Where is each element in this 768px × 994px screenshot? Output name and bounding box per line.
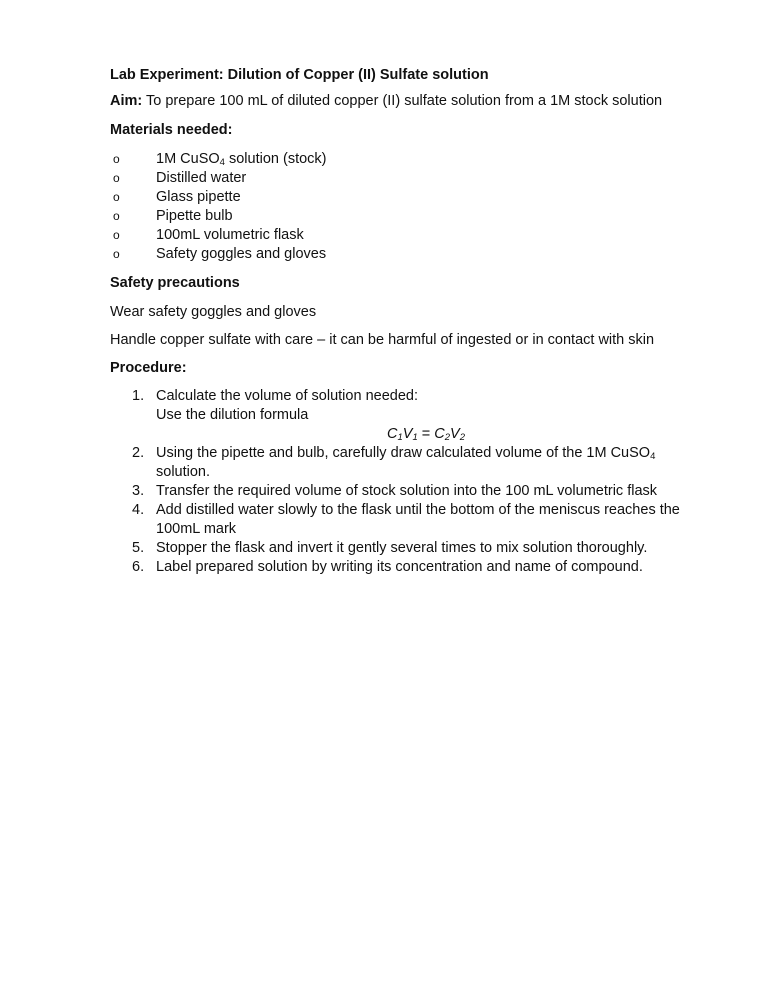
bullet-icon: o — [113, 209, 120, 223]
safety-heading: Safety precautions — [110, 275, 240, 291]
list-item: 100mL volumetric flask — [156, 227, 304, 243]
list-item: Distilled water — [156, 170, 247, 186]
bullet-icon: o — [113, 247, 120, 261]
dilution-formula: $C_1V_1 = C_2V_2$ — [386, 426, 466, 443]
aim-label: Aim: — [110, 93, 143, 109]
step-text: Using the pipette and bulb, carefully draw calculated volume of the 1M CuSO$_4$ solution. — [156, 445, 656, 480]
bullet-icon: o — [113, 228, 120, 242]
safety-line: Wear safety goggles and gloves — [110, 304, 317, 320]
step-text: Transfer the required volume of stock solution into the 100 mL volumetric flask — [156, 483, 658, 499]
list-item: Glass pipette — [156, 189, 241, 205]
step-number: 3. — [132, 483, 145, 499]
step-text: Stopper the flask and invert it gently several times to mix solution thoroughly. — [156, 540, 648, 556]
bullet-icon: o — [113, 171, 120, 185]
step-number: 6. — [132, 559, 145, 575]
aim-text: To prepare 100 mL of diluted copper (II) sulfate solution from a 1M stock solution — [142, 93, 663, 109]
step-number: 2. — [132, 445, 145, 461]
document-title: Lab Experiment: Dilution of Copper (II) Sulfate solution — [110, 67, 489, 83]
step-number: 1. — [132, 388, 145, 404]
materials-heading: Materials needed: — [110, 122, 233, 138]
procedure-heading: Procedure: — [110, 360, 187, 376]
step-number: 5. — [132, 540, 145, 556]
list-item: Safety goggles and gloves — [156, 246, 327, 262]
step-number: 4. — [132, 502, 145, 518]
safety-line: Handle copper sulfate with care – it can be harmful of ingested or in contact with skin — [110, 332, 655, 348]
bullet-icon: o — [113, 190, 120, 204]
step-text: Add distilled water slowly to the flask until the bottom of the meniscus reaches the 100mL mark — [156, 502, 680, 537]
bullet-icon: o — [113, 152, 120, 166]
list-item: 1M CuSO$_4$ solution (stock) — [156, 151, 327, 168]
aim-line — [110, 92, 662, 111]
step-text: Calculate the volume of solution needed: Use the dilution formula — [156, 388, 418, 423]
list-item: Pipette bulb — [156, 208, 233, 224]
step-text: Label prepared solution by writing its concentration and name of compound. — [156, 559, 643, 575]
